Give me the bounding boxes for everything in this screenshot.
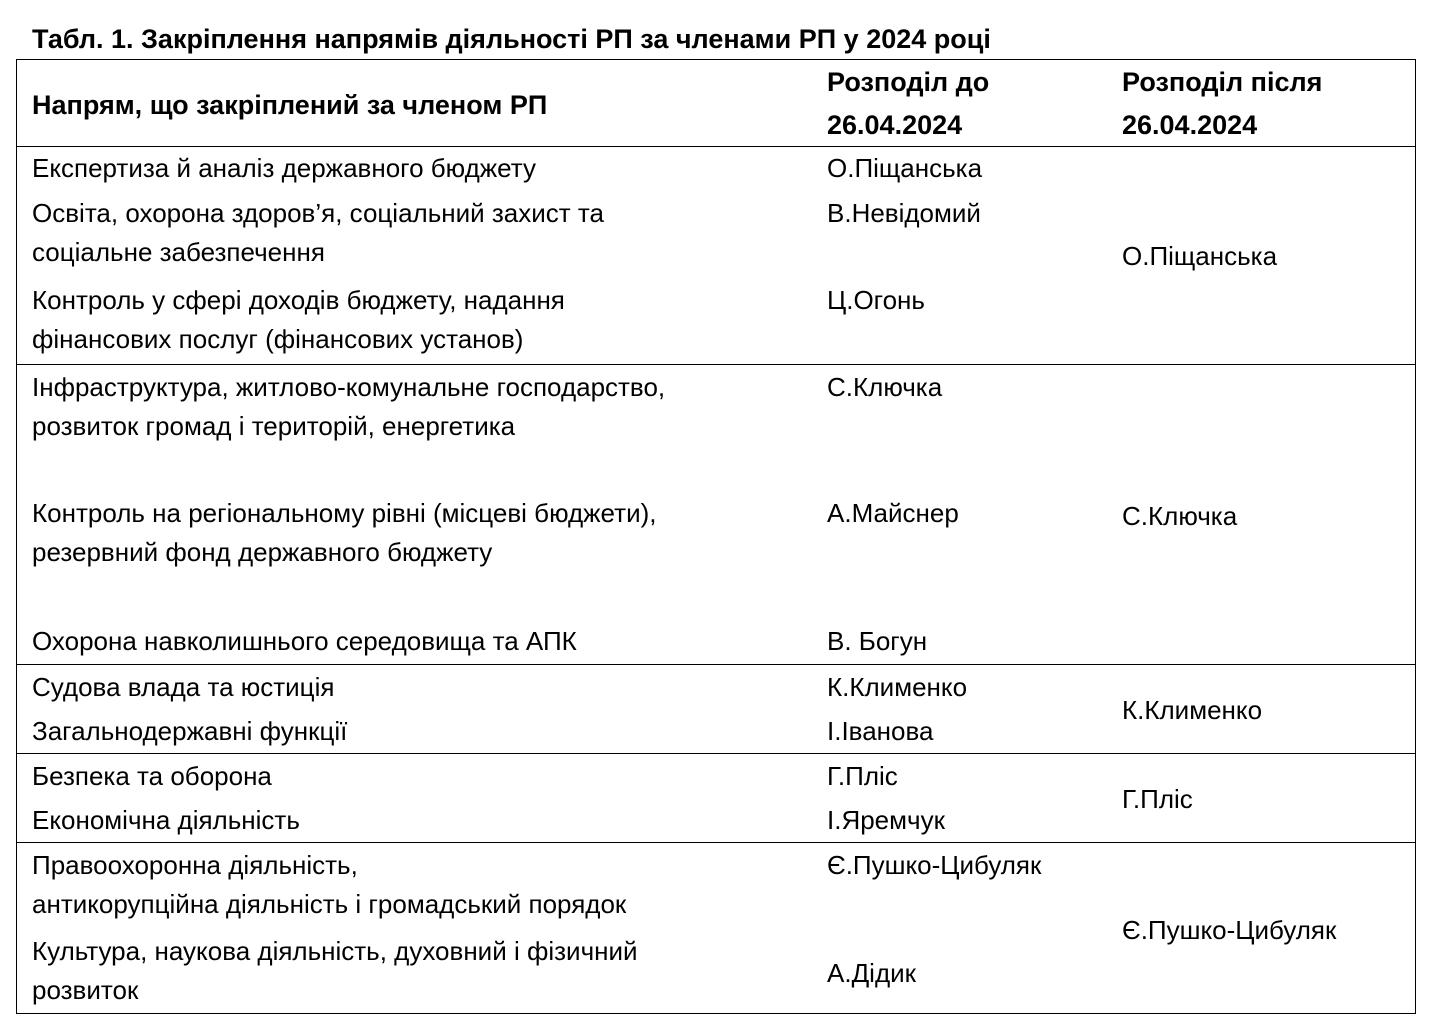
header-before: [827, 61, 989, 147]
before-cell: Є.Пушко-Цибуляк: [827, 850, 1042, 880]
group-divider: [17, 664, 1415, 665]
after-cell: К.Клименко: [1122, 695, 1263, 725]
before-cell: І.Яремчук: [827, 805, 945, 835]
table-caption: Табл. 1. Закріплення напрямів діяльності РП за членами РП у 2024 році: [32, 24, 991, 54]
direction-line: фінансових послуг (фінансових установ): [32, 324, 524, 354]
before-cell: А.Майснер: [827, 498, 959, 528]
header-after-line-1: Розподіл після: [1122, 67, 1323, 97]
after-cell: О.Піщанська: [1122, 241, 1278, 271]
direction-line: Безпека та оборона: [32, 761, 272, 791]
group-divider: [17, 842, 1415, 843]
direction-line: Загальнодержавні функції: [32, 716, 348, 746]
header-divider: [17, 146, 1415, 147]
assignment-table: [16, 59, 1416, 1014]
direction-line: Правоохоронна діяльність,: [32, 850, 358, 880]
direction-cell: [32, 622, 577, 661]
header-before-line-2: 26.04.2024: [827, 110, 963, 140]
direction-line: розвиток громад і територій, енергетика: [32, 411, 516, 441]
direction-line: Судова влада та юстиція: [32, 672, 335, 702]
before-cell: С.Ключка: [827, 372, 943, 402]
direction-cell: [32, 668, 334, 707]
before-cell: Г.Пліс: [827, 761, 898, 791]
direction-cell: [32, 194, 604, 272]
direction-line: Освіта, охорона здоров’я, соціальний захист та: [32, 198, 604, 228]
header-after-line-2: 26.04.2024: [1122, 110, 1258, 140]
direction-cell: [32, 368, 665, 446]
direction-cell: [32, 494, 656, 572]
before-cell: І.Іванова: [827, 716, 934, 746]
before-cell: О.Піщанська: [827, 153, 983, 183]
direction-line: розвиток: [32, 975, 139, 1005]
before-cell: В. Богун: [827, 626, 928, 656]
direction-line: Інфраструктура, житлово-комунальне господарство,: [32, 372, 666, 402]
direction-line: Експертиза й аналіз державного бюджету: [32, 153, 536, 183]
direction-cell: [32, 757, 272, 796]
direction-line: Контроль у сфері доходів бюджету, надання: [32, 285, 565, 315]
after-cell: Є.Пушко-Цибуляк: [1122, 915, 1337, 945]
direction-cell: [32, 712, 347, 751]
after-cell: С.Ключка: [1122, 501, 1238, 531]
group-divider: [17, 364, 1415, 365]
direction-line: резервний фонд державного бюджету: [32, 537, 493, 567]
direction-line: Охорона навколишнього середовища та АПК: [32, 626, 577, 656]
direction-line: антикорупційна діяльність і громадський порядок: [32, 889, 627, 919]
before-cell: Ц.Огонь: [827, 285, 925, 315]
before-cell: А.Дідик: [827, 958, 917, 988]
direction-cell: [32, 801, 300, 840]
direction-line: Економічна діяльність: [32, 805, 300, 835]
direction-cell: [32, 281, 565, 359]
header-before-line-1: Розподіл до: [827, 67, 990, 97]
header-direction: Напрям, що закріплений за членом РП: [32, 90, 548, 120]
before-cell: К.Клименко: [827, 672, 968, 702]
direction-cell: [32, 149, 536, 188]
group-divider: [17, 753, 1415, 754]
after-cell: Г.Пліс: [1122, 784, 1193, 814]
direction-cell: [32, 846, 626, 924]
header-after: [1122, 61, 1322, 147]
before-cell: В.Невідомий: [827, 198, 981, 228]
direction-line: Культура, наукова діяльність, духовний і фізичний: [32, 936, 638, 966]
direction-cell: [32, 932, 638, 1010]
direction-line: соціальне забезпечення: [32, 237, 325, 267]
direction-line: Контроль на регіональному рівні (місцеві бюджети),: [32, 498, 657, 528]
